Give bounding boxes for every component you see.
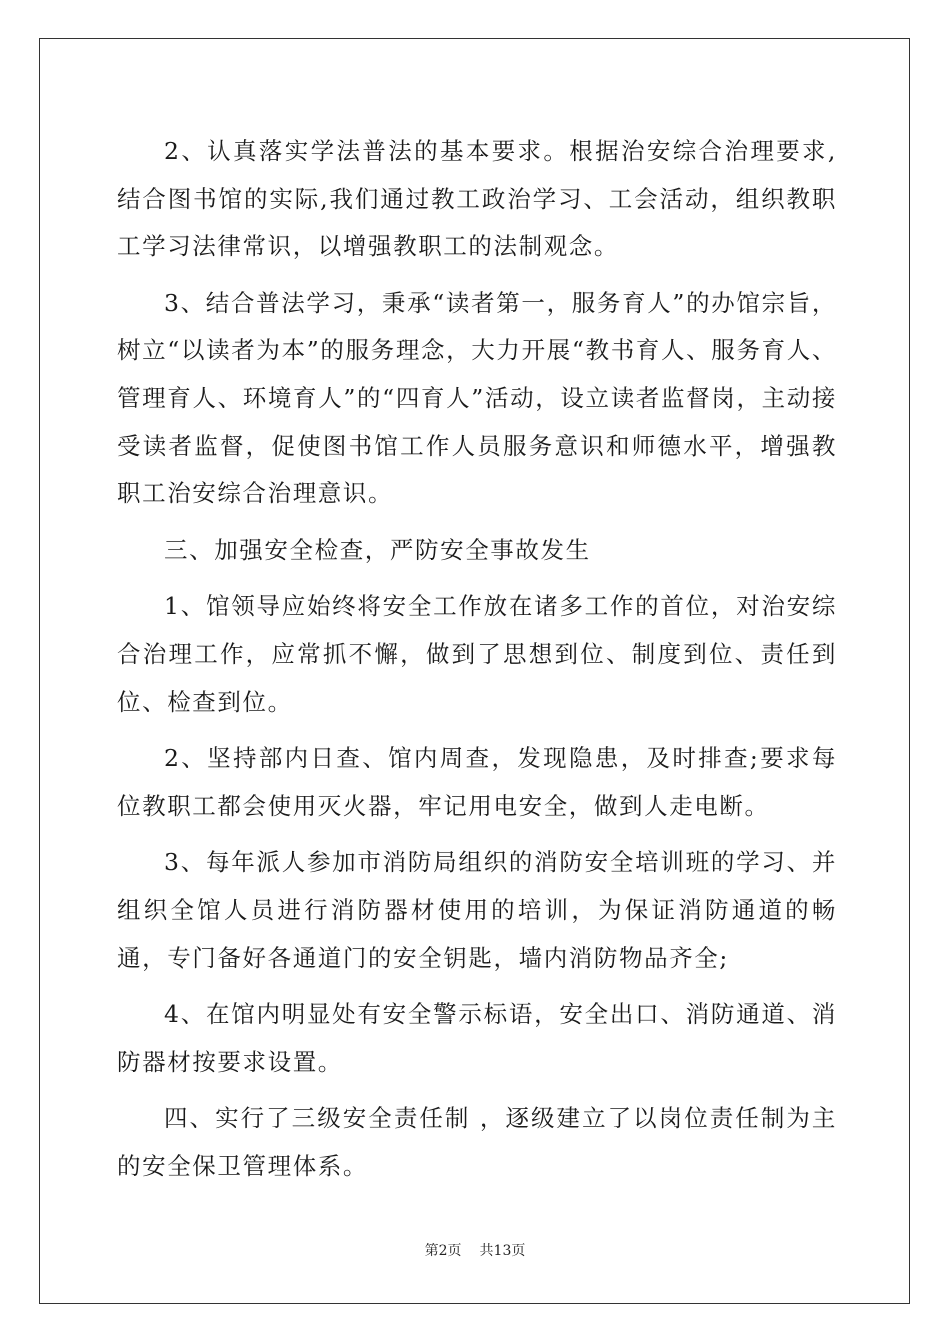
paragraph-reader-service: 3、结合普法学习，秉承“读者第一，服务育人”的办馆宗旨，树立“以读者为本”的服务理念，大力开展“教书育人、服务育人、管理育人、环境育人”的“四育人”活动，设立读者监督岗，主动接受读者监督，促使图书馆工作人员服务意识和师德水平，增强教职工治安综合治理意识。 <box>117 288 837 508</box>
paragraph-fire-training: 3、每年派人参加市消防局组织的消防安全培训班的学习、并组织全馆人员进行消防器材使用的培训，为保证消防通道的畅通，专门备好各通道门的安全钥匙，墙内消防物品齐全; <box>117 848 837 972</box>
page-number-total: 共13页 <box>479 1243 526 1259</box>
paragraph-warning-signs: 4、在馆内明显处有安全警示标语，安全出口、消防通道、消防器材按要求设置。 <box>117 1000 837 1076</box>
page-footer <box>0 1240 950 1260</box>
page-number-current: 第2页 <box>424 1243 462 1259</box>
section-heading-responsibility-system: 四、实行了三级安全责任制 ，逐级建立了以岗位责任制为主的安全保卫管理体系。 <box>117 1104 837 1180</box>
paragraph-law-education: 2、认真落实学法普法的基本要求。根据治安综合治理要求,结合图书馆的实际,我们通过教工政治学习、工会活动，组织教职工学习法律常识，以增强教职工的法制观念。 <box>117 137 837 261</box>
document-body <box>117 128 837 1199</box>
paragraph-daily-checks: 2、坚持部内日查、馆内周查，发现隐患，及时排查;要求每位教职工都会使用灭火器，牢记用电安全，做到人走电断。 <box>117 744 837 820</box>
paragraph-leadership-priority: 1、馆领导应始终将安全工作放在诸多工作的首位，对治安综合治理工作，应常抓不懈，做到了思想到位、制度到位、责任到位、检查到位。 <box>117 592 837 716</box>
section-heading-safety-inspection: 三、加强安全检查，严防安全事故发生 <box>164 535 591 564</box>
